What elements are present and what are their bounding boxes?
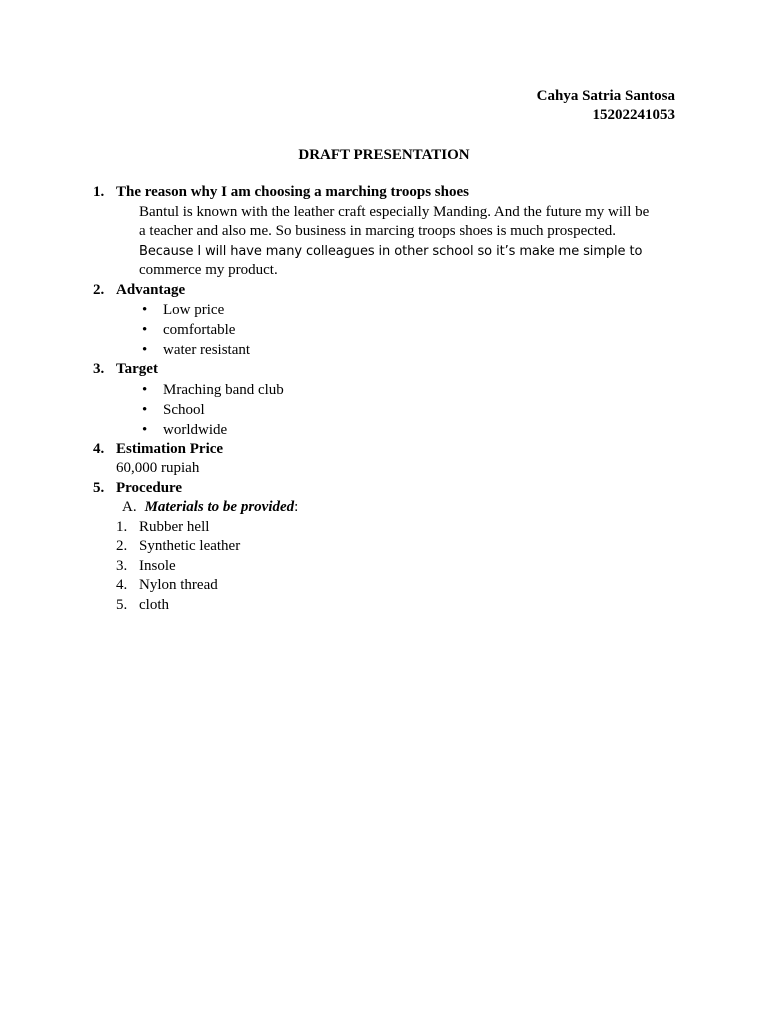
section-procedure: [93, 479, 683, 616]
subheading-colon: :: [294, 499, 299, 515]
section-title: Estimation Price: [116, 440, 224, 457]
section-heading: [93, 360, 683, 380]
price-value: 60,000 rupiah: [116, 460, 200, 476]
paragraph-line: commerce my product.: [139, 262, 278, 278]
section-advantage: [93, 281, 683, 361]
author-name: Cahya Satria Santosa: [536, 88, 675, 104]
paragraph-line: Because I will have many colleagues in other school so it’s make me simple to: [139, 243, 643, 259]
list-item: [116, 596, 683, 616]
target-list: [93, 380, 683, 440]
section-title: Target: [116, 361, 158, 377]
sections-list: [93, 183, 683, 615]
advantage-list: [93, 300, 683, 360]
list-item: [139, 320, 683, 340]
section-reason: [93, 183, 683, 281]
item-number: 1.: [116, 518, 128, 535]
list-item-text: Low price: [163, 302, 225, 318]
bullet-icon: •: [142, 381, 148, 398]
item-number: 4.: [116, 577, 128, 593]
bullet-icon: •: [142, 342, 148, 358]
list-item-text: comfortable: [163, 322, 236, 338]
materials-list: [93, 518, 683, 616]
section-number: 4.: [93, 440, 105, 457]
section-number: 2.: [93, 281, 105, 298]
section-target: [93, 360, 683, 440]
section-number: 1.: [93, 184, 105, 200]
section-title: Advantage: [116, 281, 186, 298]
section-heading: [93, 479, 683, 499]
section-title: Procedure: [116, 479, 183, 496]
document-title: DRAFT PRESENTATION: [298, 147, 470, 163]
list-item-text: School: [163, 401, 205, 418]
section-estimation-price: [93, 440, 683, 479]
list-item-text: cloth: [139, 596, 169, 613]
section-heading: [93, 281, 683, 301]
bullet-icon: •: [142, 401, 148, 418]
bullet-icon: •: [142, 322, 148, 338]
list-item-text: worldwide: [163, 421, 228, 438]
list-item-text: Nylon thread: [139, 577, 218, 593]
section-number: 5.: [93, 479, 105, 496]
section-heading: [93, 183, 683, 203]
list-item: [139, 400, 683, 420]
list-item-text: Synthetic leather: [139, 538, 241, 554]
item-number: 2.: [116, 538, 128, 554]
list-item: [139, 340, 683, 360]
list-item: [116, 576, 683, 596]
list-item-text: Insole: [139, 557, 176, 574]
item-number: 5.: [116, 596, 128, 613]
bullet-icon: •: [142, 421, 148, 438]
subheading-text: Materials to be provided: [144, 499, 295, 515]
list-item: [116, 537, 683, 557]
paragraph-line: a teacher and also me. So business in marcing troops shoes is much prospected.: [139, 223, 616, 239]
list-item-text: Mraching band club: [163, 381, 284, 398]
item-number: 3.: [116, 557, 128, 574]
list-item: [139, 420, 683, 440]
reason-paragraph: [93, 203, 683, 281]
materials-subheading: [93, 498, 683, 518]
list-item: [139, 380, 683, 400]
subheading-letter: A.: [122, 499, 137, 515]
list-item-text: Rubber hell: [139, 518, 210, 535]
section-heading: [93, 440, 683, 460]
bullet-icon: •: [142, 302, 148, 318]
section-number: 3.: [93, 361, 105, 377]
list-item-text: water resistant: [163, 342, 251, 358]
list-item: [139, 300, 683, 320]
list-item: [116, 557, 683, 577]
student-id: 15202241053: [592, 107, 675, 123]
section-title: The reason why I am choosing a marching troops shoes: [116, 184, 469, 200]
list-item: [116, 518, 683, 538]
paragraph-line: Bantul is known with the leather craft especially Manding. And the future my will be: [139, 203, 650, 220]
